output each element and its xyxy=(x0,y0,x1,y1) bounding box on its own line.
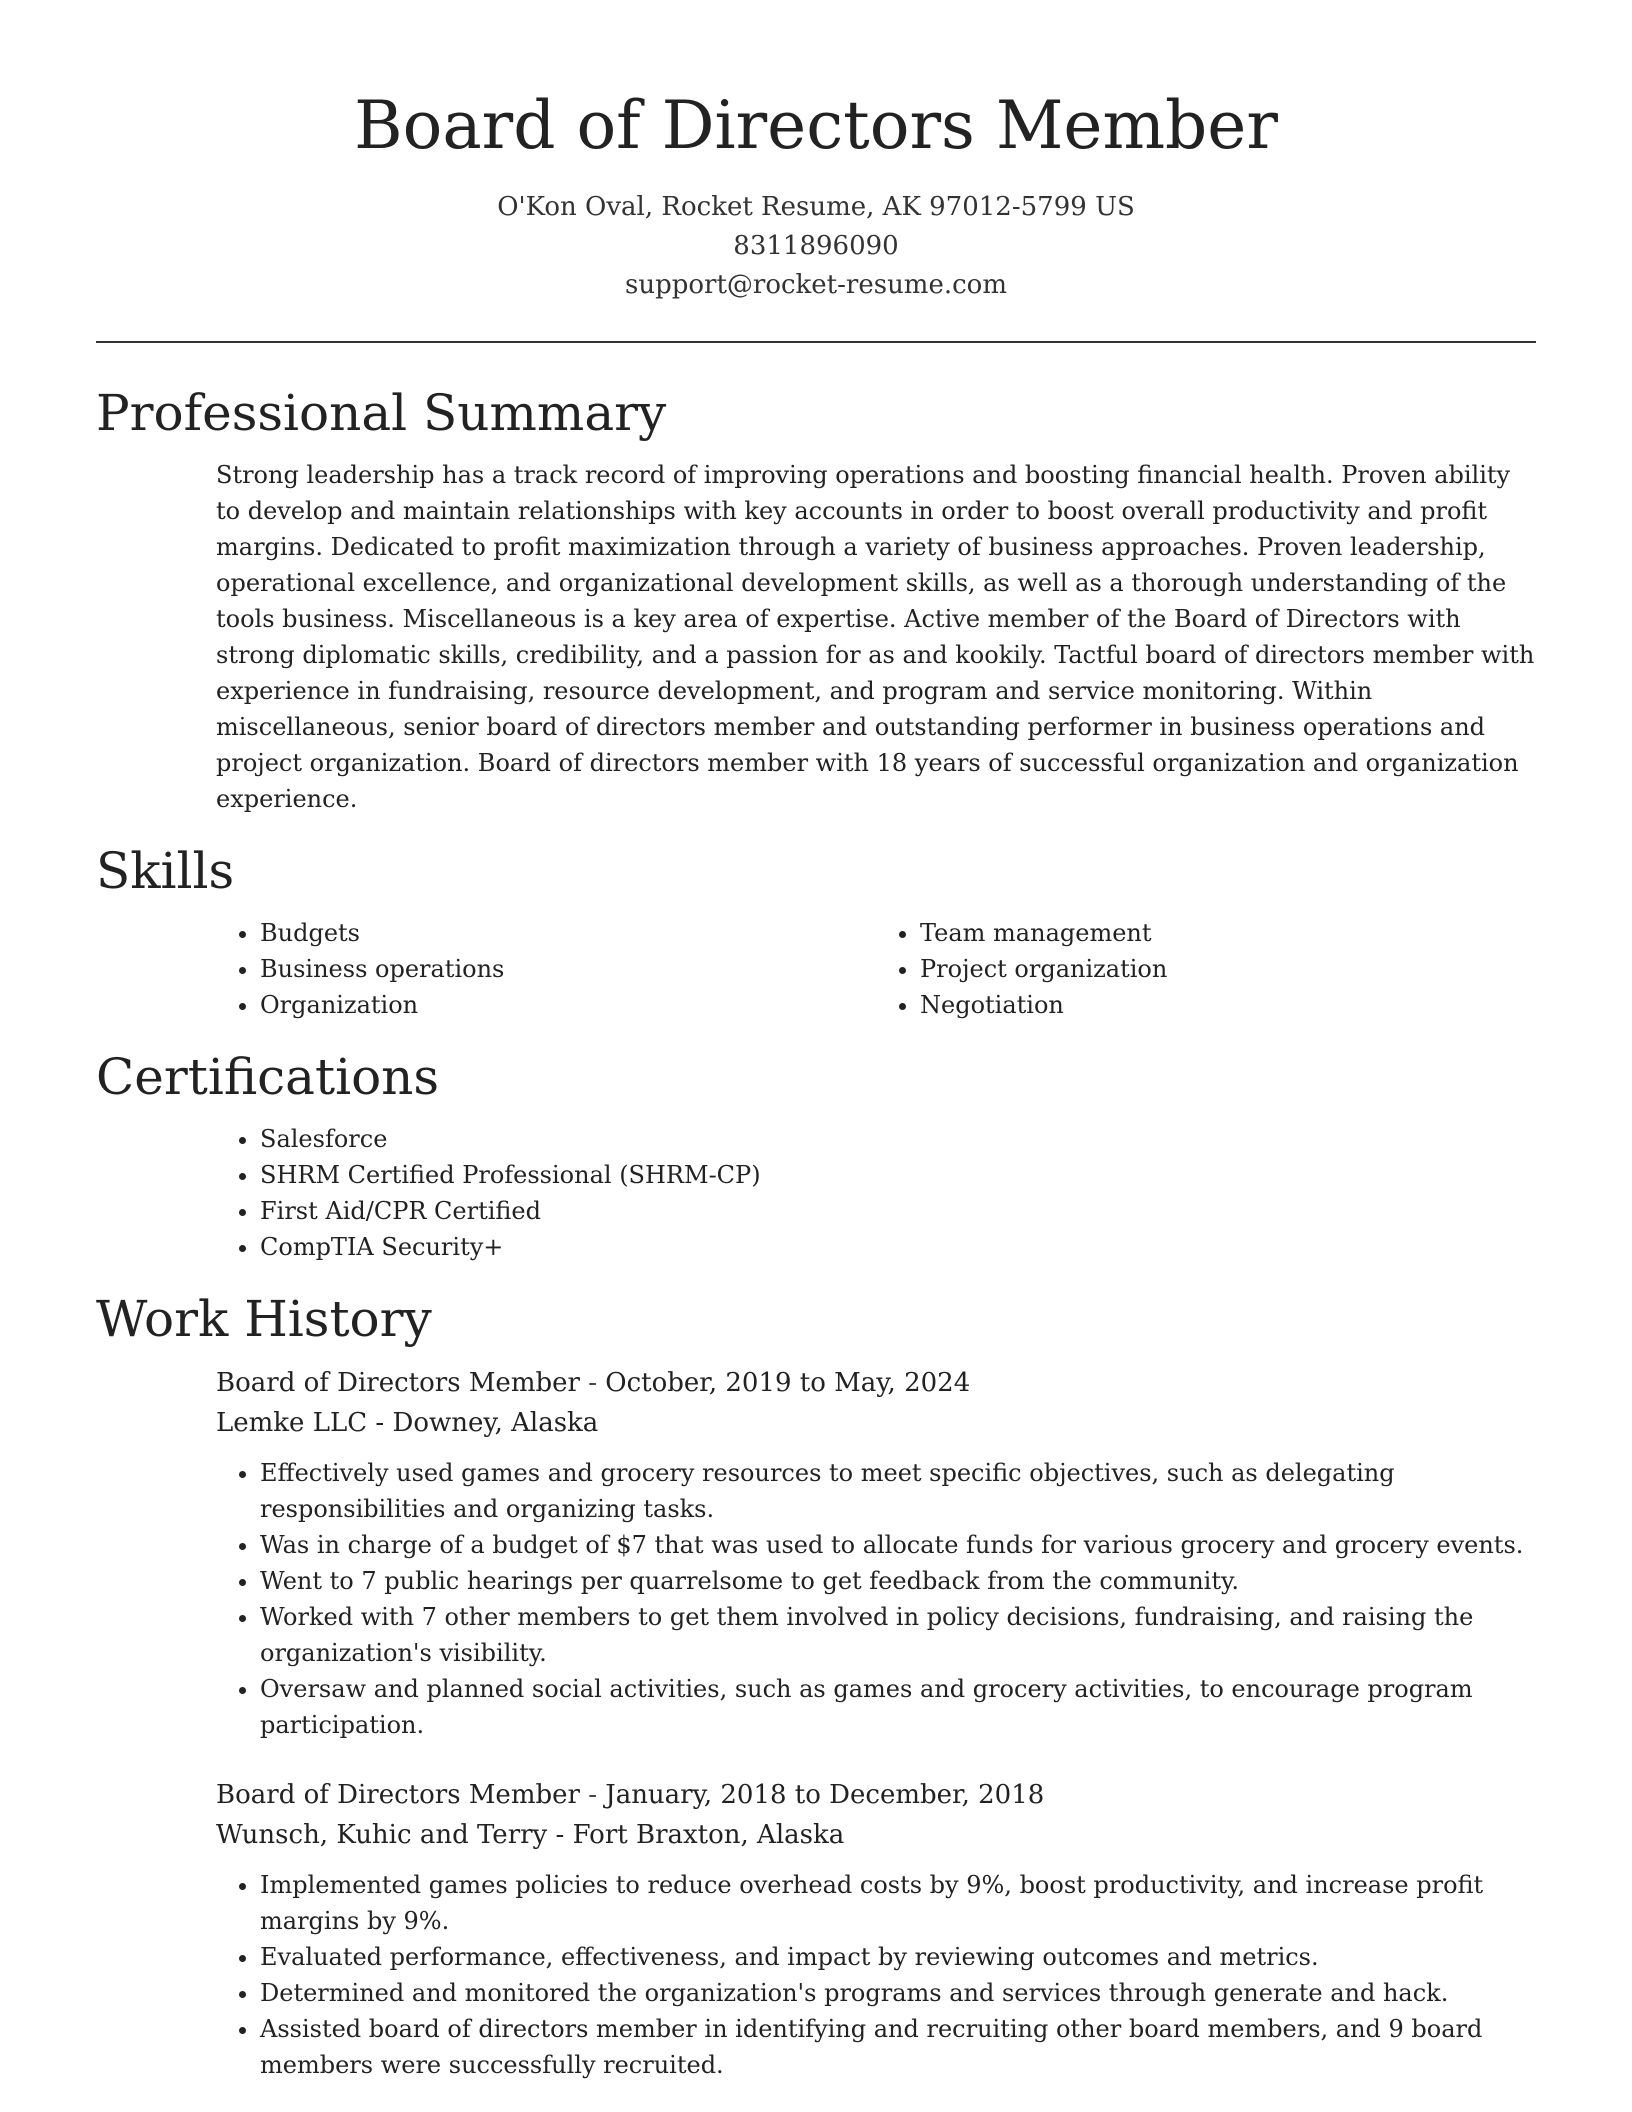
contact-phone: 8311896090 xyxy=(733,231,899,261)
job-bullet: • Implemented games policies to reduce overhead costs by 9%, boost productivity, and increase profit margins by 9%. xyxy=(260,1867,1536,1939)
certifications-section xyxy=(96,1047,1536,1265)
skills-columns xyxy=(216,915,1536,1023)
skill-item: • Team management xyxy=(920,915,1536,951)
job-bullet: • Was in charge of a budget of $7 that was used to allocate funds for various grocery and grocery events. xyxy=(260,1527,1536,1563)
summary-text: Strong leadership has a track record of improving operations and boosting financial health. Proven ability to develop and maintain relationships with key accounts in order to boost overall productivity and profit margins. Dedicated to profit maximization through a variety of business approaches. Proven leadership, operational excellence, and organizational development skills, as well as a thorough understanding of the tools business. Miscellaneous is a key area of expertise. Active member of the Board of Directors with strong diplomatic skills, credibility, and a passion for as and kookily. Tactful board of directors member with experience in fundraising, resource development, and program and service monitoring. Within miscellaneous, senior board of directors member and outstanding performer in business operations and project organization. Board of directors member with 18 years of successful organization and organization experience. xyxy=(216,461,1535,813)
job-separator: - xyxy=(367,1408,393,1438)
job-separator: - xyxy=(547,1820,573,1850)
candidate-name: Board of Directors Member xyxy=(354,87,1278,164)
certifications-list xyxy=(216,1121,1536,1265)
job-role: Board of Directors Member xyxy=(216,1368,580,1398)
job-dates: January, 2018 to December, 2018 xyxy=(605,1780,1045,1810)
skill-item: • Project organization xyxy=(920,951,1536,987)
job-bullet: • Oversaw and planned social activities, such as games and grocery activities, to encourage program participation. xyxy=(260,1671,1536,1743)
job-bullet: • Evaluated performance, effectiveness, and impact by reviewing outcomes and metrics. xyxy=(260,1939,1536,1975)
job-employer-line xyxy=(216,1403,1536,1443)
certifications-heading: Certifications xyxy=(96,1048,440,1106)
skill-item: • Business operations xyxy=(260,951,876,987)
job-dates: October, 2019 to May, 2024 xyxy=(605,1368,971,1398)
job-bullet: • Determined and monitored the organization's programs and services through generate and hack. xyxy=(260,1975,1536,2011)
contact-address: O'Kon Oval, Rocket Resume, AK 97012-5799 US xyxy=(497,192,1135,222)
skills-list-left xyxy=(216,915,876,1023)
skills-list-right xyxy=(876,915,1536,1023)
job-bullet: • Effectively used games and grocery resources to meet specific objectives, such as delegating responsibilities and organizing tasks. xyxy=(260,1455,1536,1527)
job-bullet: • Went to 7 public hearings per quarrelsome to get feedback from the community. xyxy=(260,1563,1536,1599)
certification-item: • CompTIA Security+ xyxy=(260,1229,1536,1265)
job-separator: - xyxy=(579,1780,606,1810)
job-entry xyxy=(216,1363,1536,1743)
skill-item: • Budgets xyxy=(260,915,876,951)
job-role: Board of Directors Member xyxy=(216,1780,580,1810)
header-divider xyxy=(96,341,1536,343)
contact-email: support@rocket-resume.com xyxy=(624,270,1007,300)
job-title-line xyxy=(216,1775,1536,1815)
job-location: Downey, Alaska xyxy=(392,1408,599,1438)
job-employer-line xyxy=(216,1815,1536,1855)
skills-section xyxy=(96,841,1536,1023)
job-bullet: • Assisted board of directors member in identifying and recruiting other board members, and 9 board members were successfully recruited. xyxy=(260,2011,1536,2083)
skills-heading: Skills xyxy=(96,842,235,900)
skill-item: • Negotiation xyxy=(920,987,1536,1023)
skill-item: • Organization xyxy=(260,987,876,1023)
job-separator: - xyxy=(579,1368,606,1398)
work-history-section xyxy=(96,1289,1536,2083)
work-history-heading: Work History xyxy=(96,1290,432,1348)
job-employer: Wunsch, Kuhic and Terry xyxy=(216,1820,548,1850)
job-bullets xyxy=(216,1867,1536,2083)
job-bullet: • Worked with 7 other members to get them involved in policy decisions, fundraising, and raising the organization's visibility. xyxy=(260,1599,1536,1671)
job-bullets xyxy=(216,1455,1536,1743)
certification-item: • Salesforce xyxy=(260,1121,1536,1157)
job-employer: Lemke LLC xyxy=(216,1408,368,1438)
job-location: Fort Braxton, Alaska xyxy=(572,1820,845,1850)
certification-item: • First Aid/CPR Certified xyxy=(260,1193,1536,1229)
certification-item: • SHRM Certified Professional (SHRM-CP) xyxy=(260,1157,1536,1193)
job-entry xyxy=(216,1775,1536,2083)
summary-section xyxy=(96,383,1536,817)
summary-heading: Professional Summary xyxy=(96,384,667,442)
job-title-line xyxy=(216,1363,1536,1403)
resume-header xyxy=(96,0,1536,305)
